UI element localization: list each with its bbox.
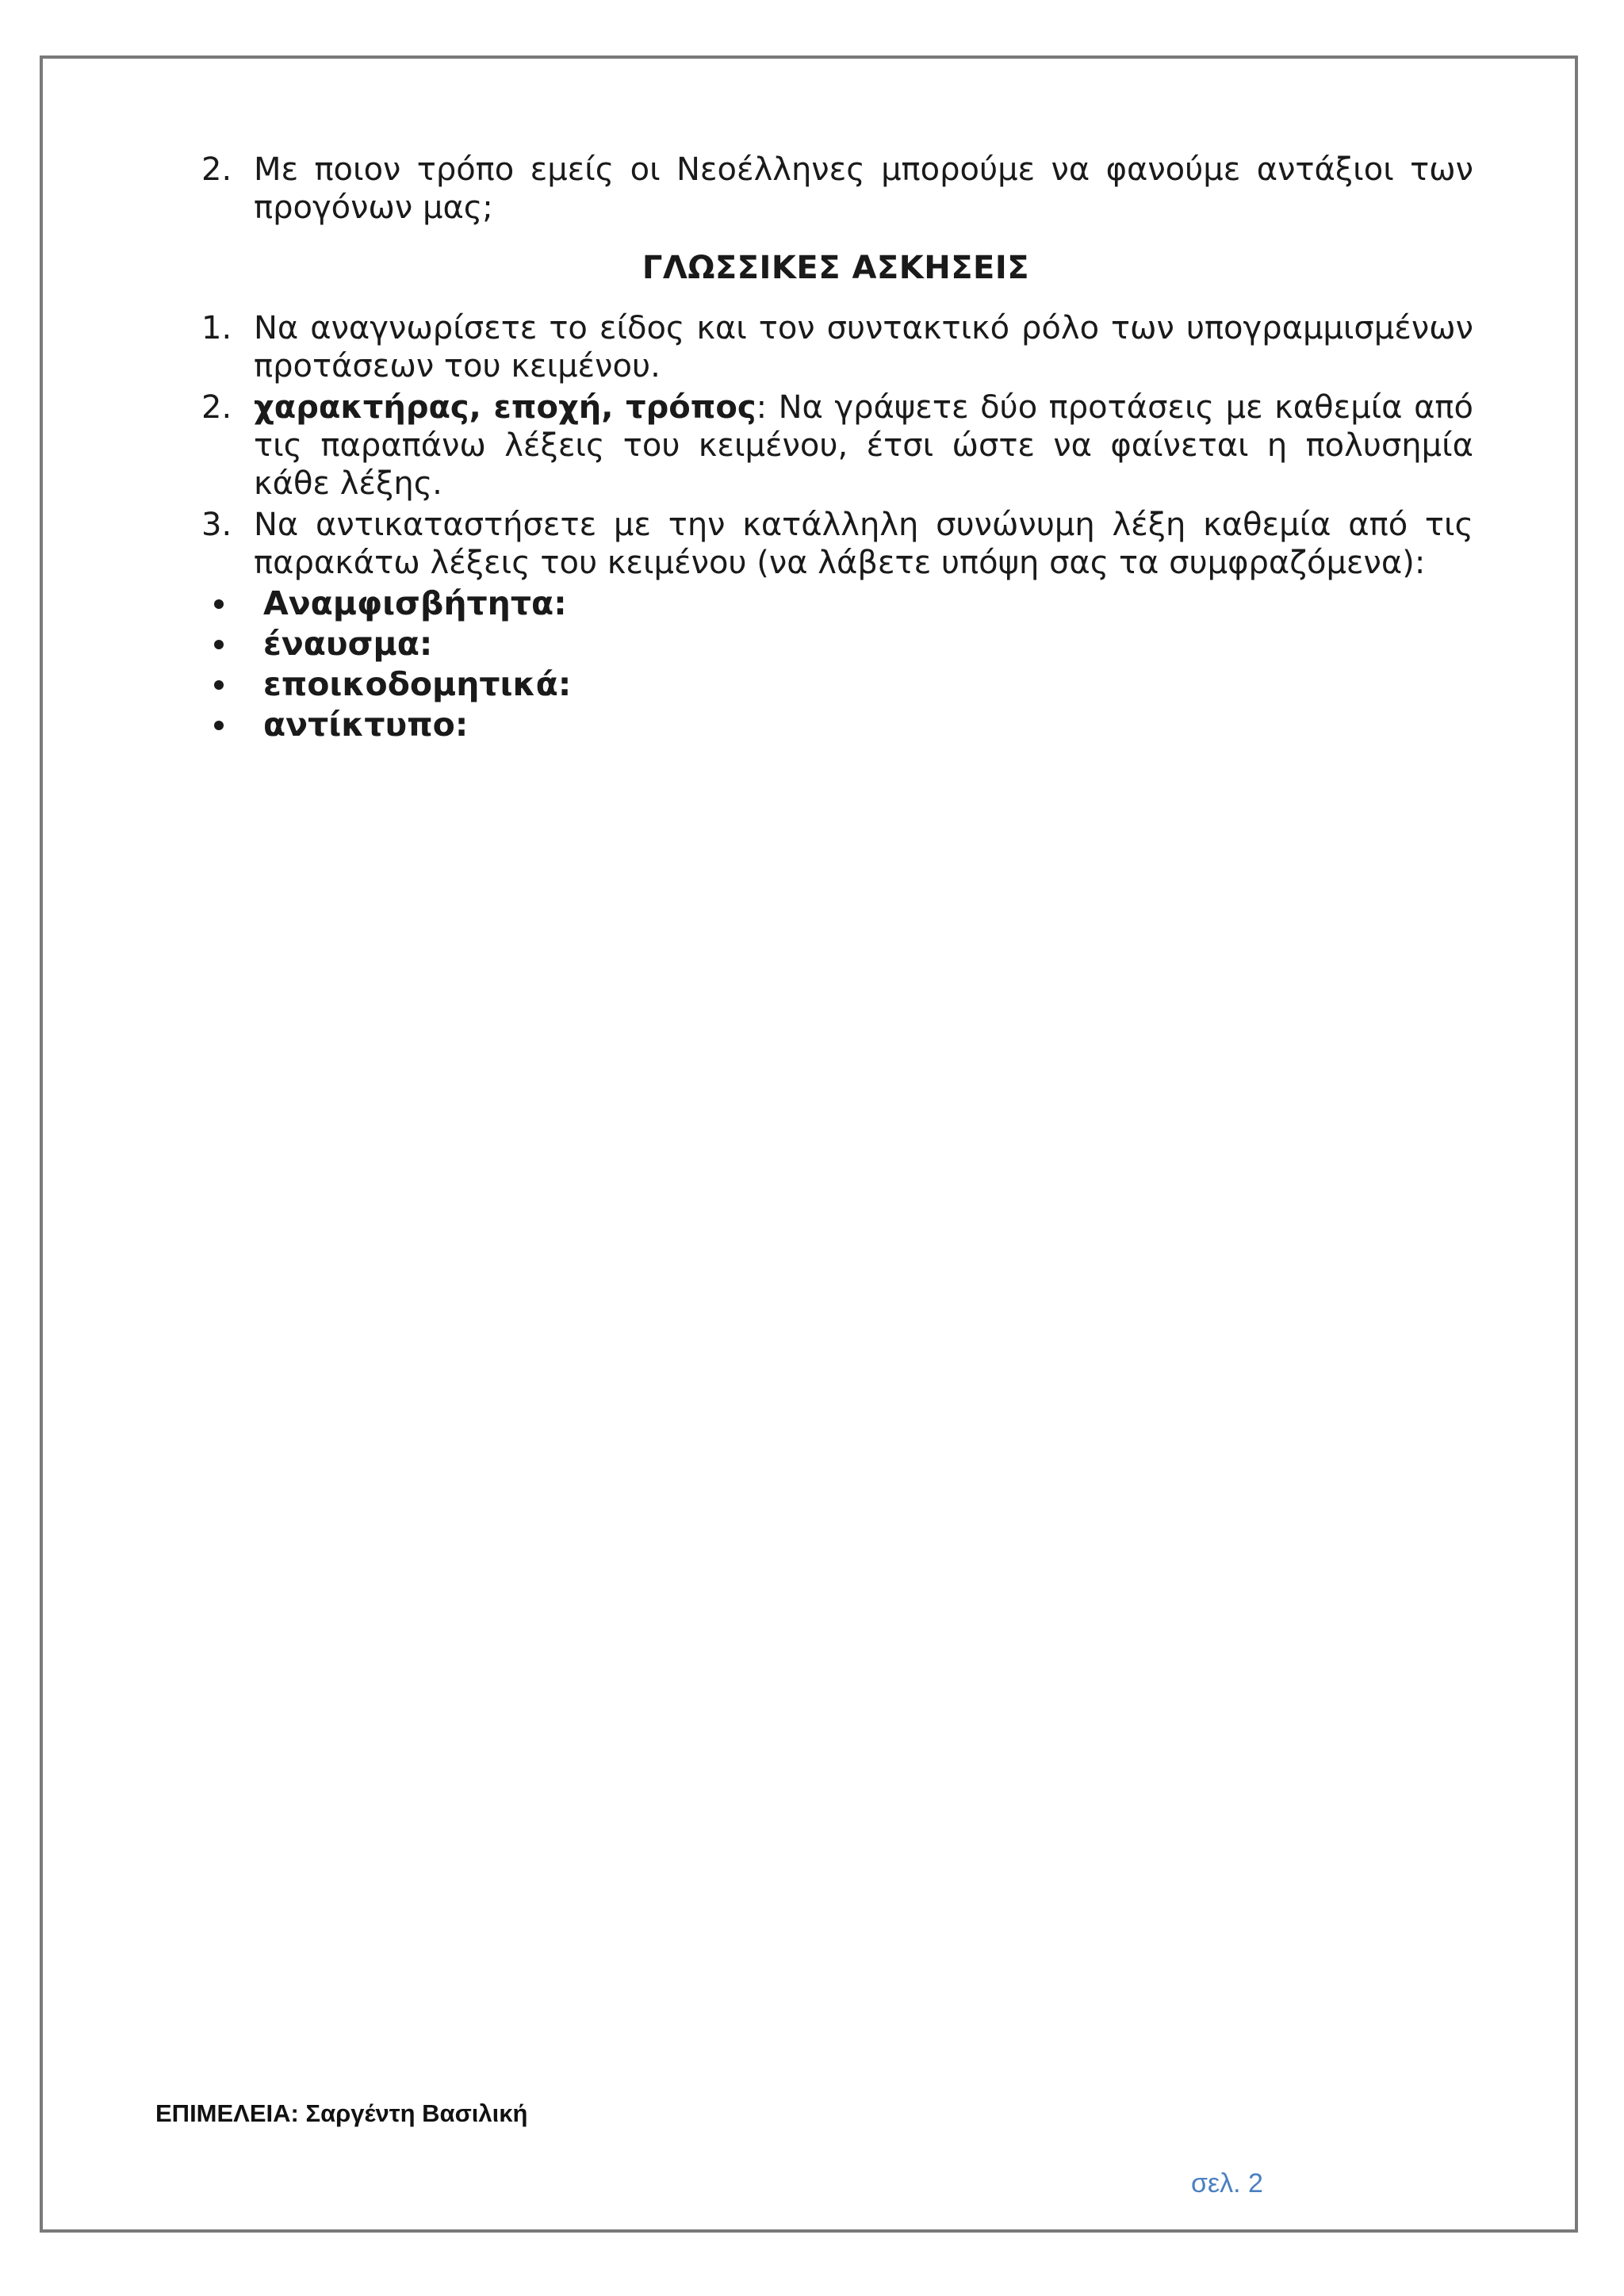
word-label: εποικοδομητικά:	[263, 665, 572, 703]
question-number: 2.	[201, 151, 232, 188]
exercise-number: 1.	[201, 310, 232, 346]
question-item	[198, 151, 1473, 227]
footer-credit: ΕΠΙΜΕΛΕΙΑ: Σαργέντη Βασιλική	[155, 2099, 528, 2127]
word-label: Αναμφισβήτητα:	[263, 584, 567, 622]
page-number: σελ. 2	[1191, 2168, 1263, 2198]
exercise-keywords: χαρακτήρας, εποχή, τρόπος	[254, 389, 756, 426]
exercise-item	[198, 388, 1473, 503]
document-body	[198, 151, 1473, 745]
word-list	[198, 584, 1473, 745]
word-list-item	[198, 705, 1473, 745]
exercise-item	[198, 506, 1473, 582]
word-label: έναυσμα:	[263, 625, 433, 663]
exercise-number: 3.	[201, 507, 232, 543]
word-label: αντίκτυπο:	[263, 706, 469, 744]
bullet-icon	[214, 640, 224, 649]
word-list-item	[198, 584, 1473, 624]
bullet-icon	[214, 599, 224, 609]
exercise-text: Να αναγνωρίσετε το είδος και τον συντακτικό ρόλο των υπογραμμισμένων προτάσεων του κειμένου.	[254, 310, 1473, 385]
word-list-item	[198, 664, 1473, 705]
exercise-text: : Να γράψετε δύο προτάσεις με καθεμία από τις παραπάνω λέξεις του κειμένου, έτσι ώστε να φαίνεται η πολυσημία κάθε λέξης.	[254, 389, 1473, 502]
exercise-number: 2.	[201, 389, 232, 426]
section-heading: ΓΛΩΣΣΙΚΕΣ ΑΣΚΗΣΕΙΣ	[642, 250, 1030, 286]
bullet-icon	[214, 721, 224, 730]
exercise-text: Να αντικαταστήσετε με την κατάλληλη συνώνυμη λέξη καθεμία από τις παρακάτω λέξεις του κειμένου (να λάβετε υπόψη σας τα συμφραζόμενα):	[254, 507, 1473, 581]
bullet-icon	[214, 680, 224, 690]
question-text: Με ποιον τρόπο εμείς οι Νεοέλληνες μπορούμε να φανούμε αντάξιοι των προγόνων μας;	[254, 151, 1473, 226]
word-list-item	[198, 624, 1473, 664]
exercise-item	[198, 309, 1473, 385]
